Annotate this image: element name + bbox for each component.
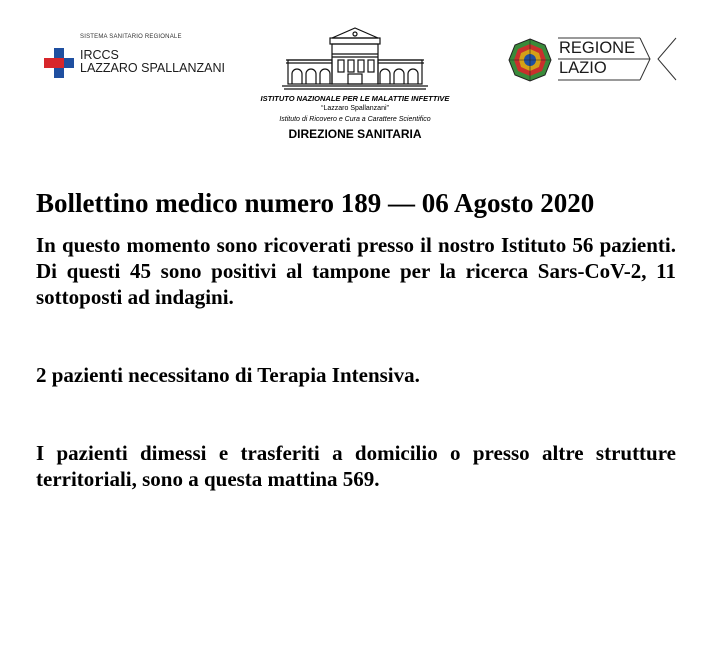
bulletin-title: Bollettino medico numero 189 — 06 Agosto 2020 — [36, 188, 595, 218]
logo-caption: SISTEMA SANITARIO REGIONALE — [80, 34, 182, 40]
medical-cross-icon — [44, 48, 74, 78]
bulletin-body — [36, 186, 676, 492]
logo-line-name: LAZZARO SPALLANZANI — [80, 61, 225, 75]
institute-subtitle: Istituto di Ricovero e Cura a Carattere Scientifico — [279, 116, 431, 123]
letterhead — [0, 0, 720, 160]
lazio-word: LAZIO — [559, 59, 607, 77]
logo-line-irccs: IRCCS — [80, 48, 119, 62]
institute-name: ISTITUTO NAZIONALE PER LE MALATTIE INFETTIVE — [260, 94, 450, 103]
bulletin-paragraph-discharged: I pazienti dimessi e trasferiti a domicilio o presso altre strutture territoriali, sono a questa mattina 569. — [36, 441, 676, 491]
bulletin-paragraph-admissions: In questo momento sono ricoverati presso il nostro Istituto 56 pazienti. Di questi 45 sono positivi al tampone per la ricerca Sars-CoV-2, 11 sottoposti ad indagini. — [36, 233, 676, 309]
department-name: DIREZIONE SANITARIA — [288, 127, 422, 141]
bulletin-paragraph-intensive-care: 2 pazienti necessitano di Terapia Intensiva. — [36, 363, 420, 387]
regione-word: REGIONE — [559, 39, 636, 57]
building-icon — [282, 26, 428, 92]
irccs-spallanzani-logo — [44, 34, 244, 84]
institute-logo — [240, 26, 470, 154]
regione-lazio-logo — [508, 36, 680, 84]
institute-subname: “Lazzaro Spallanzani” — [321, 105, 389, 112]
regional-emblem-icon — [508, 38, 552, 82]
